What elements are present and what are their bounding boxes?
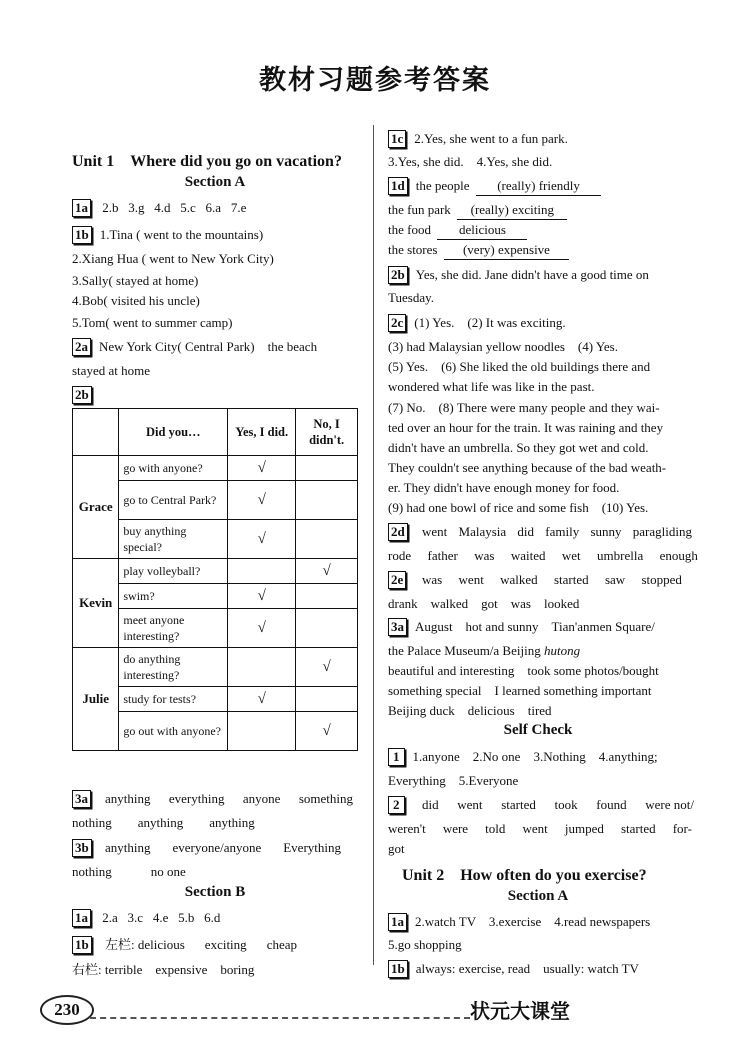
label-2a: 2a [72, 338, 91, 356]
answer-1d-stores: the stores (very) expensive [388, 241, 569, 260]
label-2d: 2d [388, 523, 408, 541]
answer-2a-line1: 2a New York City( Central Park) the beach [72, 338, 317, 356]
table-cell-question: play volleyball? [119, 559, 228, 584]
answer-2d-line2: rode father was waited wet umbrella enough [388, 548, 698, 563]
answer-2b-line1: 2b Yes, she did. Jane didn't have a good time on [388, 266, 649, 284]
label-u2-1b: 1b [388, 960, 408, 978]
answer-b-1b-line2: 右栏: terrible expensive boring [72, 962, 255, 977]
answer-1b-line2: 2.Xiang Hua ( went to New York City) [72, 251, 274, 266]
answer-2d-line1: went Malaysia did family sunny paragliding [422, 524, 692, 539]
page-title: 教材习题参考答案 [259, 65, 491, 96]
table-cell-question: go to Central Park? [119, 481, 228, 520]
row-group-julie: Julie [73, 648, 119, 751]
self-check-1-line2: Everything 5.Everyone [388, 773, 519, 788]
label-1b: 1b [72, 226, 92, 244]
check-mark: √ [228, 584, 296, 609]
unit2-section-a-heading: Section A [507, 888, 569, 904]
column-divider [373, 125, 374, 965]
answer-2c-line3: (5) Yes. (6) She liked the old buildings there and [388, 359, 651, 374]
label-1c: 1c [388, 130, 406, 148]
answer-1d-food: the food delicious [388, 221, 527, 240]
answer-2c-line8: They couldn't see anything because of the bad weath- [388, 460, 667, 475]
label-2b: 2b [72, 386, 92, 404]
unit2-1a-line1: 1a 2.watch TV 3.exercise 4.read newspapers [388, 913, 650, 931]
check-mark: √ [296, 712, 358, 751]
answer-2c-line1: 2c (1) Yes. (2) It was exciting. [388, 314, 566, 332]
answer-3a-right-line2: the Palace Museum/a Beijing hutong [388, 643, 581, 658]
answer-2e-line2: drank walked got was looked [388, 596, 580, 611]
footer-dashed-rule [90, 1017, 470, 1019]
col-header-no: No, I didn't. [296, 409, 358, 456]
unit2-1b-line1: 1b always: exercise, read usually: watch TV [388, 960, 639, 978]
answer-3a-line2: nothing anything anything [72, 815, 255, 830]
answer-1b-line3: 3.Sally( stayed at home) [72, 273, 199, 288]
answer-1c-line2: 3.Yes, she did. 4.Yes, she did. [388, 154, 553, 169]
table-cell-question: go out with anyone? [119, 712, 228, 751]
answer-1c-line1: 1c 2.Yes, she went to a fun park. [388, 130, 568, 148]
label-u2-1a: 1a [388, 913, 407, 931]
table-cell-question: go with anyone? [119, 456, 228, 481]
table-cell-question: meet anyone interesting? [119, 609, 228, 648]
check-mark: √ [296, 559, 358, 584]
label-2e: 2e [388, 571, 406, 589]
answer-2a-line2: stayed at home [72, 363, 150, 378]
check-mark: √ [228, 609, 296, 648]
answer-1b-line5: 5.Tom( went to summer camp) [72, 315, 233, 330]
label-2c: 2c [388, 314, 406, 332]
check-mark: √ [228, 481, 296, 520]
answer-1b-line4: 4.Bob( visited his uncle) [72, 293, 200, 308]
label-sc2: 2 [388, 796, 405, 814]
answer-b-1a: 1a 2.a 3.c 4.e 5.b 6.d [72, 909, 220, 927]
table-cell-question: study for tests? [119, 687, 228, 712]
answer-2c-line10: (9) had one bowl of rice and some fish (10) Yes. [388, 500, 649, 515]
label-b-1a: 1a [72, 909, 91, 927]
col-header-did-you: Did you… [119, 409, 228, 456]
section-a-heading: Section A [184, 174, 246, 190]
label-r3a: 3a [388, 618, 407, 636]
page-footer [0, 995, 750, 1035]
check-mark: √ [228, 520, 296, 559]
table-cell-question: buy anything special? [119, 520, 228, 559]
col-header-yes: Yes, I did. [228, 409, 296, 456]
table-cell-question: do anything interesting? [119, 648, 228, 687]
label-3b: 3b [72, 839, 92, 857]
label-3a: 3a [72, 790, 91, 808]
check-mark: √ [228, 456, 296, 481]
answer-3b-line2: nothing no one [72, 864, 186, 879]
brand-logo: 状元大课堂 [470, 999, 570, 1023]
answer-3a-right-line1: 3a August hot and sunny Tian'anmen Square/ [388, 618, 655, 636]
answer-2c-line2: (3) had Malaysian yellow noodles (4) Yes. [388, 339, 618, 354]
answer-1d-people: 1d the people (really) friendly [388, 177, 601, 196]
label-1d: 1d [388, 177, 408, 195]
answer-3a-right-line5: Beijing duck delicious tired [388, 703, 552, 718]
unit2-1a-line2: 5.go shopping [388, 937, 462, 952]
label-b-1b: 1b [72, 936, 92, 954]
answer-1a: 1a 2.b 3.g 4.d 5.c 6.a 7.e [72, 199, 246, 217]
label-r2b: 2b [388, 266, 408, 284]
answer-3a-right-line3: beautiful and interesting took some photos/bought [388, 663, 659, 678]
row-group-kevin: Kevin [73, 559, 119, 648]
table-cell-question: swim? [119, 584, 228, 609]
answer-2e-line1: was went walked started saw stopped [422, 572, 682, 587]
answer-3a-line1: anything everything anyone something [105, 791, 353, 806]
self-check-2-line3: got [388, 841, 405, 856]
section-b-heading: Section B [184, 884, 246, 900]
unit2-title: Unit 2 How often do you exercise? [402, 867, 647, 884]
row-group-grace: Grace [73, 456, 119, 559]
answer-2c-line7: didn't have an umbrella. So they got wet and cold. [388, 440, 649, 455]
unit1-title: Unit 1 Where did you go on vacation? [72, 153, 342, 170]
answer-table-2b [72, 408, 358, 751]
answer-2c-line5: (7) No. (8) There were many people and they wai- [388, 400, 660, 415]
answer-2c-line4: wondered what life was like in the past. [388, 379, 595, 394]
label-1a: 1a [72, 199, 91, 217]
answer-2b-line2: Tuesday. [388, 290, 434, 305]
watermark-logo [610, 995, 750, 1035]
self-check-1-line1: 1 1.anyone 2.No one 3.Nothing 4.anything; [388, 748, 658, 766]
page-number: 230 [40, 995, 94, 1025]
check-mark: √ [296, 648, 358, 687]
answer-2c-line9: er. They didn't have enough money for food. [388, 480, 620, 495]
self-check-heading: Self Check [503, 722, 573, 738]
check-mark: √ [228, 687, 296, 712]
label-sc1: 1 [388, 748, 405, 766]
answer-b-1b-line1: 左栏: delicious exciting cheap [105, 937, 297, 952]
answer-2c-line6: ted over an hour for the train. It was raining and they [388, 420, 664, 435]
answer-3b-line1: anything everyone/anyone Everything [105, 840, 341, 855]
self-check-2-line2: weren't were told went jumped started for- [388, 821, 692, 836]
answer-1b-line1: 1b 1.Tina ( went to the mountains) [72, 226, 263, 244]
self-check-2-line1: did went started took found were not/ [422, 797, 694, 812]
answer-3a-right-line4: something special I learned something important [388, 683, 652, 698]
answer-1d-park: the fun park (really) exciting [388, 201, 567, 220]
